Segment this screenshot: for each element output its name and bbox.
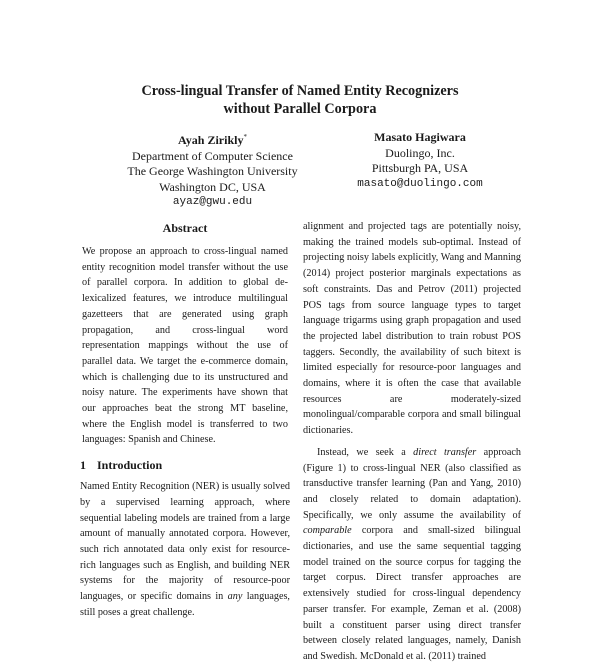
section-heading (80, 458, 290, 473)
author-email: ayaz@gwu.edu (172, 196, 253, 209)
author-name: Masato Hagiwara (374, 130, 466, 144)
left-column (80, 221, 290, 620)
author-email: masato@duolingo.com (357, 177, 483, 190)
section-number: 1 (80, 458, 86, 473)
author-affiliation: Pittsburgh PA, USA (371, 161, 469, 176)
author-affiliation: Department of Computer Science (132, 148, 293, 163)
paper-title (0, 82, 600, 118)
title-line-2: without Parallel Corpora (223, 101, 377, 117)
author-footnote-mark: * (243, 133, 247, 141)
author-affiliation: The George Washington University (127, 164, 298, 179)
author-affiliation: Washington DC, USA (159, 179, 266, 194)
title-line-1: Cross-lingual Transfer of Named Entity Recognizers (141, 83, 459, 99)
body-paragraph: alignment and projected tags are potentially noisy, making the trained models sub-optimal. Instead of projecting noisy labels explicitly, Wang and Manning (2014) project posterior marginals expectations as soft constraints. Das and Petrov (2011) projected POS tags from source language types to target language trigarms using graph propagation and used the projected label distribution to train robust POS taggers. Secondly, the availability of such bitext is limited especially for resource-poor languages and domains, where it is often the case that available resources are moderately-sized monolingual/comparable corpora and small bilingual dictionaries. (303, 221, 521, 437)
author-affiliation: Duolingo, Inc. (385, 145, 455, 160)
abstract-heading: Abstract (162, 221, 208, 235)
author-name: Ayah Zirikly* (178, 133, 247, 147)
author-block-2 (295, 130, 545, 192)
abstract-text: We propose an approach to cross-lingual named entity recognition model transfer without the use of parallel corpora. In addition to global de-lexicalized features, we introduce multilingual gazetteers that are generated using graph propagation, and cross-lingual word representation mappings without the use of parallel data. We target the e-commerce domain, which is challenging due to its unstructured and noisy nature. The experiments have shown that our approaches beat the strong MT baseline, where the English model is transferred to two languages: Spanish and Chinese. (82, 246, 288, 446)
section-title: Introduction (97, 458, 163, 473)
right-column (303, 219, 521, 665)
intro-paragraph: Named Entity Recognition (NER) is usually solved by a supervised learning approach, where sequential labeling models are trained from a large amount of manually annotated corpora. However, such rich annotated data only exist for resource-rich languages such as English, and building NER systems for the majority of resource-poor languages, or specific domains in any languages, still poses a great challenge. (80, 481, 290, 618)
body-paragraph: Instead, we seek a direct transfer approach (Figure 1) to cross-lingual NER (also classified as transductive transfer learning (Pan and Yang, 2010) and closely related to domain adaptation). Specifically, we only assume the availability of comparable corpora and small-sized bilingual dictionaries, and use the same sequential tagging model trained on the source corpus for tagging the target corpus. Direct transfer approaches are extensively studied for cross-lingual dependency parser transfer. For example, Zeman et al. (2008) built a constituent parser using direct transfer between closely related languages, namely, Danish and Swedish. McDonald et al. (2011) trained (303, 446, 521, 662)
